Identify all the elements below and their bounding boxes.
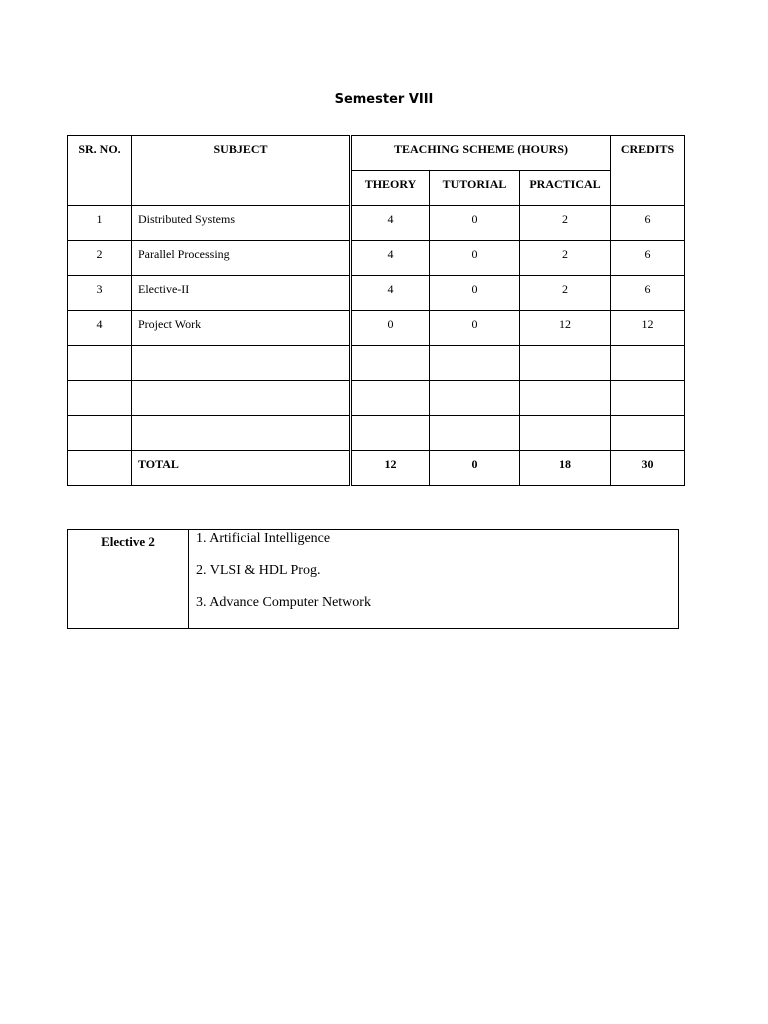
header-theory: THEORY bbox=[351, 171, 430, 206]
cell-tutorial: 0 bbox=[430, 206, 520, 241]
empty-cell bbox=[611, 381, 685, 416]
empty-cell bbox=[68, 451, 132, 486]
cell-practical: 2 bbox=[520, 241, 611, 276]
empty-cell bbox=[68, 346, 132, 381]
cell-subject: Project Work bbox=[132, 311, 351, 346]
table-row bbox=[68, 206, 685, 241]
empty-row bbox=[68, 381, 685, 416]
total-credits: 30 bbox=[611, 451, 685, 486]
cell-credits: 12 bbox=[611, 311, 685, 346]
header-teaching-scheme: TEACHING SCHEME (HOURS) bbox=[351, 136, 611, 171]
cell-tutorial: 0 bbox=[430, 276, 520, 311]
empty-cell bbox=[132, 381, 351, 416]
total-practical: 18 bbox=[520, 451, 611, 486]
empty-cell bbox=[68, 381, 132, 416]
cell-theory: 4 bbox=[351, 276, 430, 311]
empty-cell bbox=[430, 381, 520, 416]
total-label: TOTAL bbox=[132, 451, 351, 486]
empty-cell bbox=[351, 381, 430, 416]
cell-theory: 4 bbox=[351, 241, 430, 276]
teaching-scheme-table bbox=[67, 135, 685, 486]
cell-credits: 6 bbox=[611, 241, 685, 276]
cell-subject: Parallel Processing bbox=[132, 241, 351, 276]
cell-sr: 1 bbox=[68, 206, 132, 241]
cell-tutorial: 0 bbox=[430, 241, 520, 276]
table-row bbox=[68, 276, 685, 311]
elective-table bbox=[67, 529, 679, 629]
cell-subject: Elective-II bbox=[132, 276, 351, 311]
header-tutorial: TUTORIAL bbox=[430, 171, 520, 206]
empty-cell bbox=[611, 416, 685, 451]
header-subject: SUBJECT bbox=[132, 136, 351, 206]
header-credits: CREDITS bbox=[611, 136, 685, 206]
cell-practical: 2 bbox=[520, 276, 611, 311]
header-sr-no: SR. NO. bbox=[68, 136, 132, 206]
empty-cell bbox=[132, 416, 351, 451]
empty-cell bbox=[132, 346, 351, 381]
cell-sr: 4 bbox=[68, 311, 132, 346]
cell-theory: 4 bbox=[351, 206, 430, 241]
empty-row bbox=[68, 416, 685, 451]
empty-row bbox=[68, 346, 685, 381]
empty-cell bbox=[351, 416, 430, 451]
cell-credits: 6 bbox=[611, 276, 685, 311]
cell-practical: 2 bbox=[520, 206, 611, 241]
empty-cell bbox=[351, 346, 430, 381]
empty-cell bbox=[520, 381, 611, 416]
total-tutorial: 0 bbox=[430, 451, 520, 486]
table-header-row bbox=[68, 136, 685, 171]
cell-sr: 3 bbox=[68, 276, 132, 311]
cell-theory: 0 bbox=[351, 311, 430, 346]
empty-cell bbox=[68, 416, 132, 451]
table-row bbox=[68, 311, 685, 346]
total-row bbox=[68, 451, 685, 486]
total-theory: 12 bbox=[351, 451, 430, 486]
cell-tutorial: 0 bbox=[430, 311, 520, 346]
page-title: Semester VIII bbox=[334, 92, 434, 107]
empty-cell bbox=[430, 416, 520, 451]
cell-credits: 6 bbox=[611, 206, 685, 241]
cell-practical: 12 bbox=[520, 311, 611, 346]
cell-sr: 2 bbox=[68, 241, 132, 276]
elective-options bbox=[189, 530, 679, 629]
elective-option: 3. Advance Computer Network bbox=[196, 595, 371, 610]
elective-label: Elective 2 bbox=[68, 530, 189, 629]
elective-option: 1. Artificial Intelligence bbox=[196, 531, 331, 546]
empty-cell bbox=[611, 346, 685, 381]
header-practical: PRACTICAL bbox=[520, 171, 611, 206]
empty-cell bbox=[430, 346, 520, 381]
cell-subject: Distributed Systems bbox=[132, 206, 351, 241]
empty-cell bbox=[520, 346, 611, 381]
empty-cell bbox=[520, 416, 611, 451]
table-row bbox=[68, 241, 685, 276]
elective-option: 2. VLSI & HDL Prog. bbox=[196, 563, 321, 578]
